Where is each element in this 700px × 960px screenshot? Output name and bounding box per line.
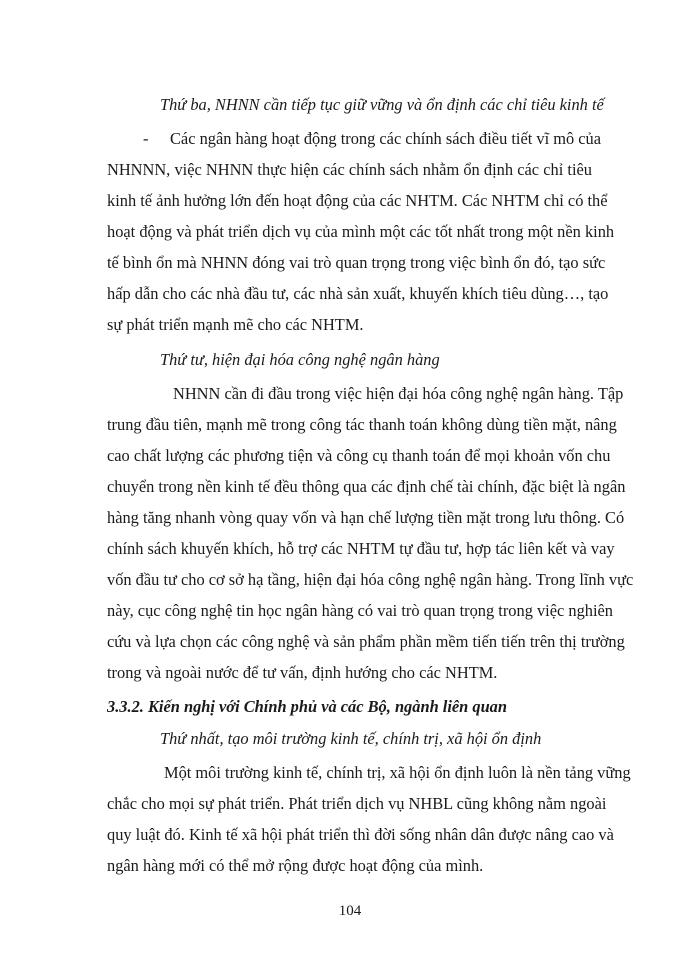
paragraph-line: NHNNN, việc NHNN thực hiện các chính sách nhằm ổn định các chỉ tiêu bbox=[107, 160, 592, 179]
paragraph-line: hấp dẫn cho các nhà đầu tư, các nhà sản xuất, khuyến khích tiêu dùng…, tạo bbox=[107, 284, 609, 303]
paragraph-line: chuyển trong nền kinh tế đều thông qua các định chế tài chính, đặc biệt là ngân bbox=[107, 477, 626, 496]
bullet-marker: - bbox=[143, 129, 149, 148]
page-number: 104 bbox=[338, 903, 362, 919]
paragraph-line: cao chất lượng các phương tiện và công cụ thanh toán để mọi khoản vốn chu bbox=[107, 446, 611, 465]
paragraph-line: này, cục công nghệ tin học ngân hàng có vai trò quan trọng trong việc nghiên bbox=[107, 601, 613, 620]
paragraph-line: vốn đầu tư cho cơ sở hạ tầng, hiện đại hóa công nghệ ngân hàng. Trong lĩnh vực bbox=[107, 570, 634, 589]
paragraph-line: tế bình ổn mà NHNN đóng vai trò quan trọng trong việc bình ổn đó, tạo sức bbox=[107, 253, 606, 272]
paragraph-line: chắc cho mọi sự phát triển. Phát triển dịch vụ NHBL cũng không nằm ngoài bbox=[107, 794, 607, 813]
heading-thu-nhat: Thứ nhất, tạo môi trường kinh tế, chính trị, xã hội ổn định bbox=[160, 729, 542, 748]
paragraph-line: ngân hàng mới có thể mở rộng được hoạt động của mình. bbox=[107, 856, 484, 875]
heading-thu-tu: Thứ tư, hiện đại hóa công nghệ ngân hàng bbox=[160, 350, 440, 369]
paragraph-line: hàng tăng nhanh vòng quay vốn và hạn chế lượng tiền mặt trong lưu thông. Có bbox=[107, 508, 625, 527]
paragraph-line: trong và ngoài nước để tư vấn, định hướng cho các NHTM. bbox=[107, 663, 498, 682]
paragraph-line: quy luật đó. Kinh tế xã hội phát triển thì đời sống nhân dân được nâng cao và bbox=[107, 825, 614, 844]
paragraph-line: sự phát triển mạnh mẽ cho các NHTM. bbox=[107, 315, 364, 334]
paragraph-line: kinh tế ảnh hưởng lớn đến hoạt động của các NHTM. Các NHTM chỉ có thể bbox=[107, 191, 608, 210]
paragraph-line: Một môi trường kinh tế, chính trị, xã hội ổn định luôn là nền tảng vững bbox=[164, 763, 631, 782]
paragraph-line: Các ngân hàng hoạt động trong các chính sách điều tiết vĩ mô của bbox=[170, 129, 602, 148]
heading-thu-ba: Thứ ba, NHNN cần tiếp tục giữ vững và ổn định các chỉ tiêu kinh tế bbox=[160, 95, 604, 114]
section-heading: 3.3.2. Kiến nghị với Chính phủ và các Bộ, ngành liên quan bbox=[107, 697, 507, 716]
paragraph-line: NHNN cần đi đầu trong việc hiện đại hóa công nghệ ngân hàng. Tập bbox=[173, 384, 624, 403]
paragraph-line: hoạt động và phát triển dịch vụ của mình một các tốt nhất trong một nền kinh bbox=[107, 222, 615, 241]
paragraph-line: chính sách khuyến khích, hỗ trợ các NHTM tự đầu tư, hợp tác liên kết và vay bbox=[107, 539, 615, 558]
paragraph-line: cứu và lựa chọn các công nghệ và sản phẩm phần mềm tiến tiến trên thị trường bbox=[107, 632, 625, 651]
paragraph-line: trung đầu tiên, mạnh mẽ trong công tác thanh toán không dùng tiền mặt, nâng bbox=[107, 415, 617, 434]
